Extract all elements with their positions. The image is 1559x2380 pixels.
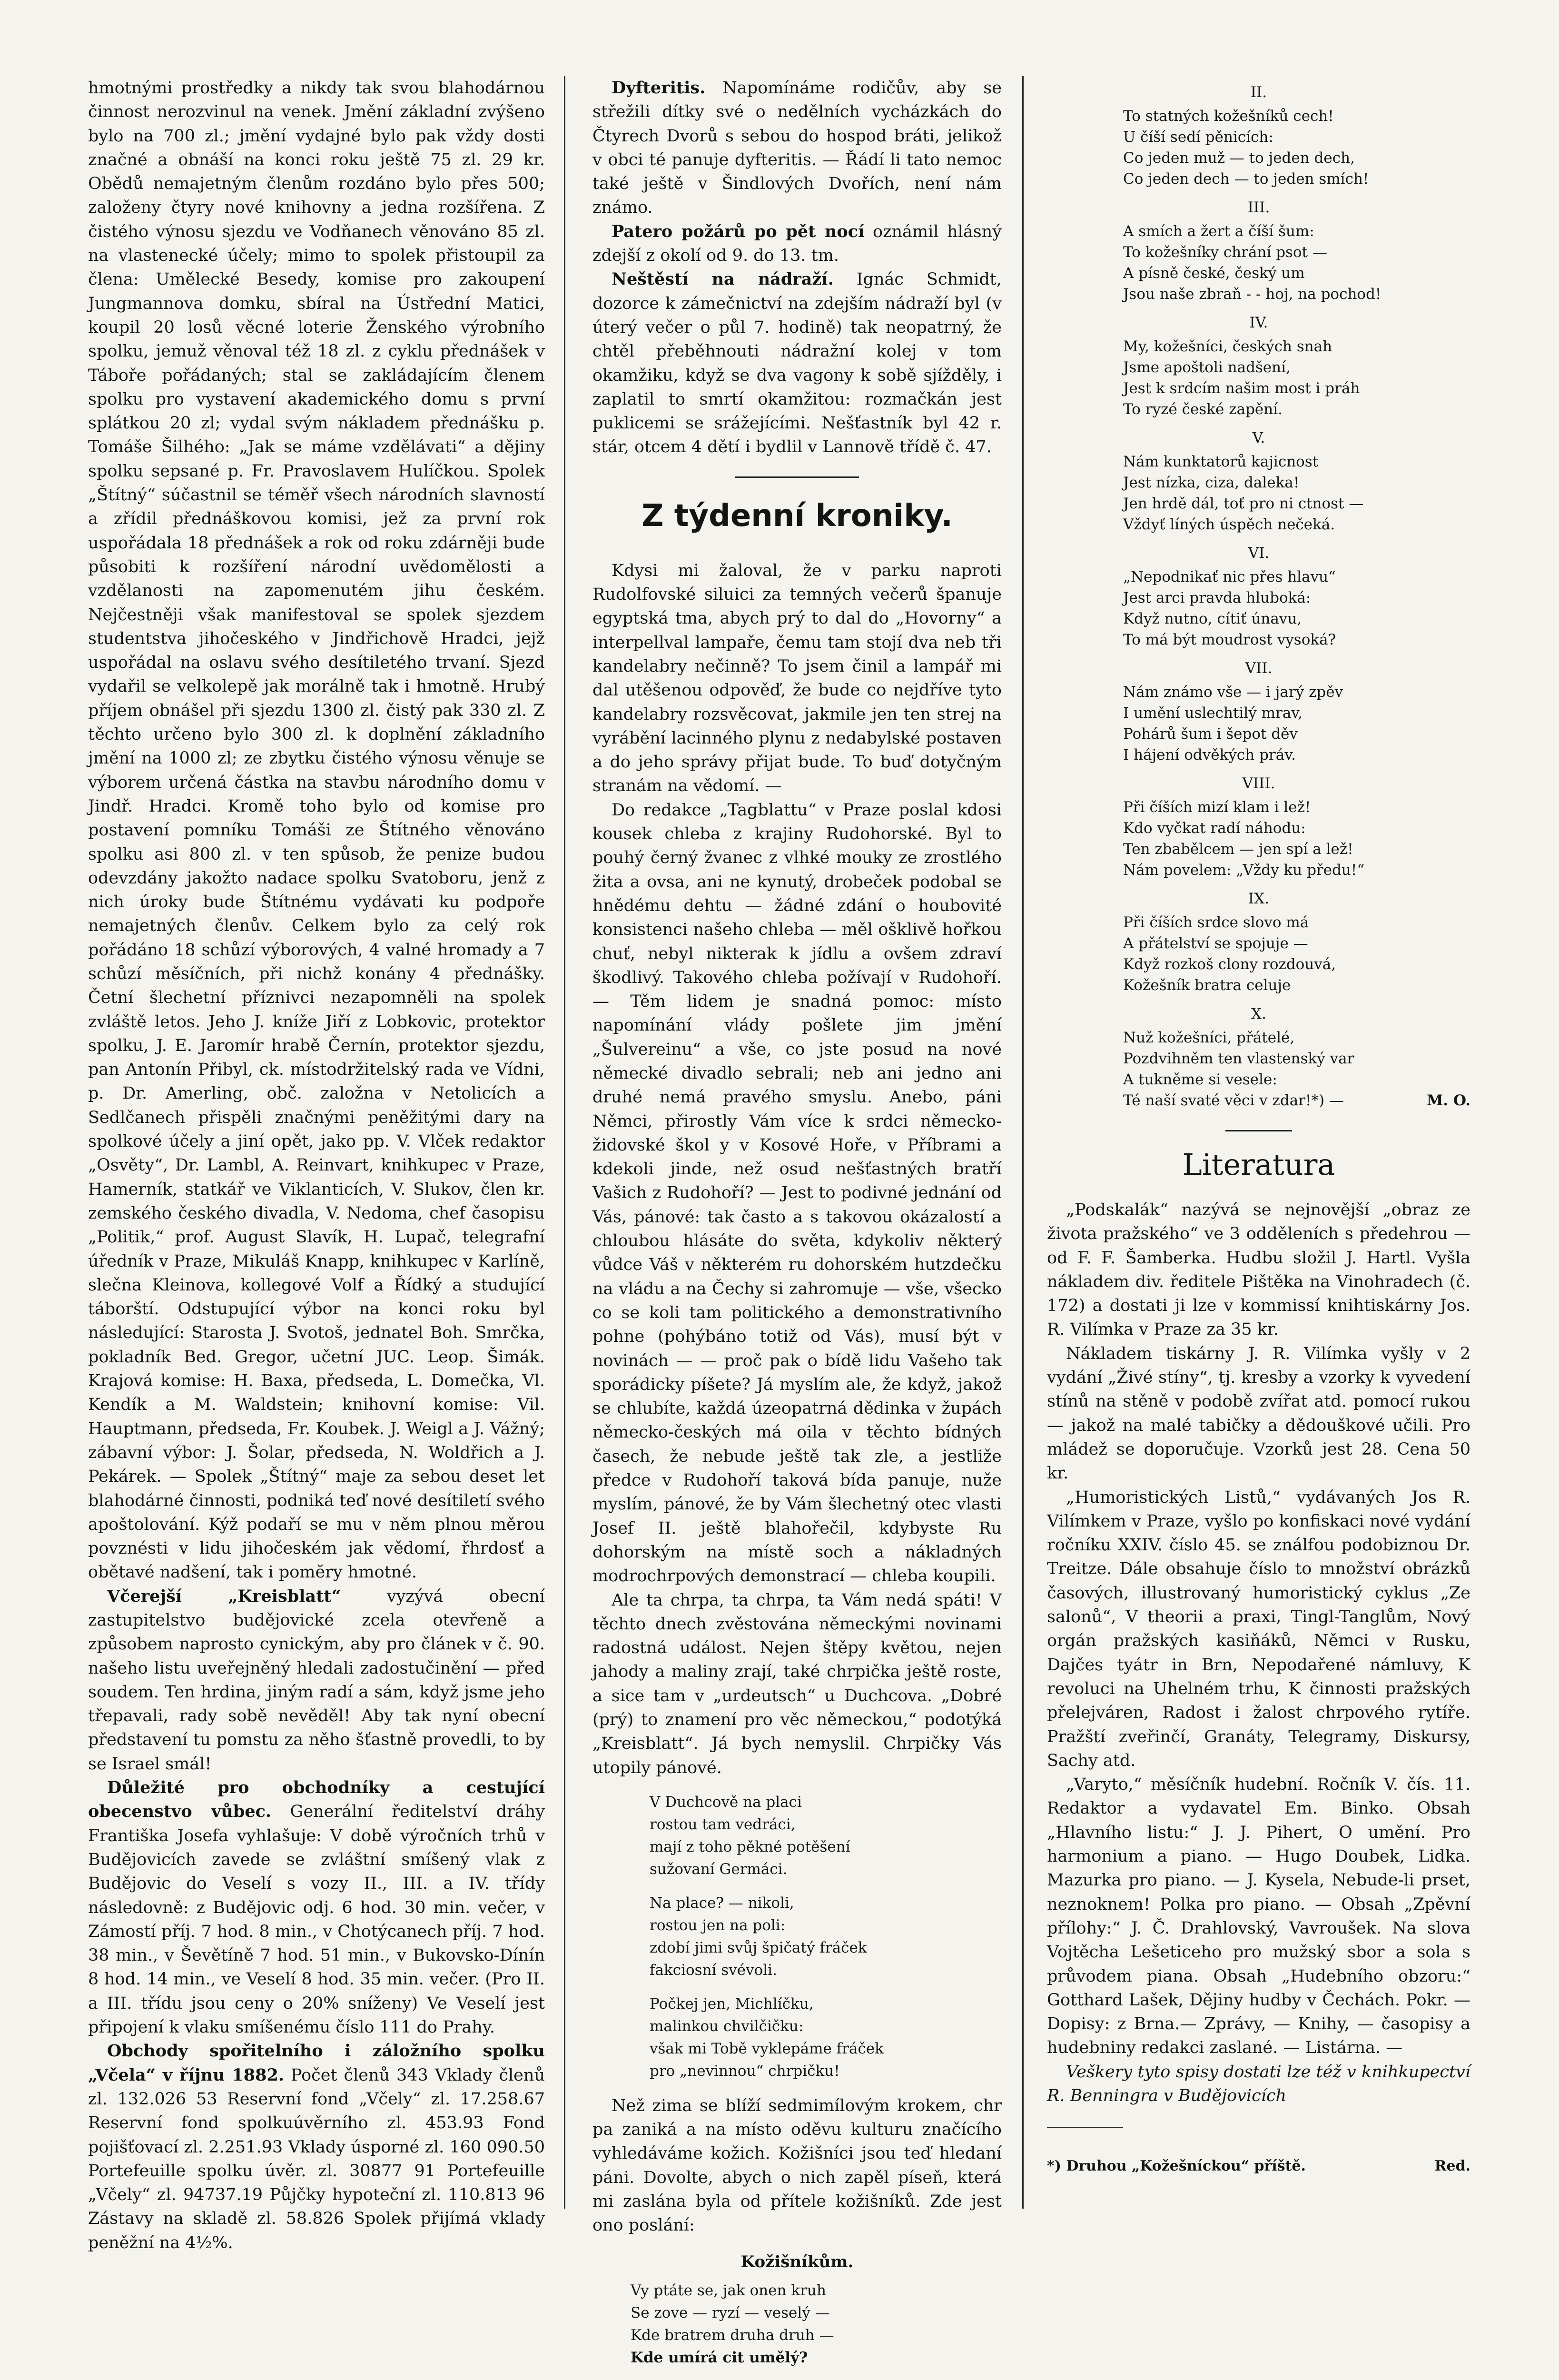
- stanza-number: IV.: [1249, 314, 1268, 331]
- dyfteritis-lead: Dyfteritis.: [612, 78, 706, 98]
- stanza: [1123, 682, 1470, 765]
- section-divider: [735, 476, 859, 478]
- fires-lead: Patero požárů po pět nocí: [612, 221, 865, 241]
- stanza: [1123, 1027, 1470, 1111]
- accident-text: Ignác Schmidt, dozorce k zámečnictví na zdejším nádraží byl (v úterý večer o půl 7. hodině) tak neopatrný, že chtěl přeběhnouti nádražní kolej v tom okamžiku, když se dva vagony k sobě sjížděly, i zaplatil to smrtí okamžitou: rozmačkán jest puklicemi se srážejícími. Nešťastník byl 42 r. stár, otcem 4 dětí i bydlil v Lannově třídě č. 47.: [592, 270, 1002, 457]
- stanza-line: Nám kunktatorů kajicnost: [1123, 453, 1319, 470]
- literatura-item: „Podskalák“ nazývá se nejnovější „obraz ze života pražského“ ve 3 odděleních s předehrou — od F. F. Šamberka. Hudbu složil J. Hartl. Vyšla nákladem div. ředitele Pištěka na Vinohradech (č. 172) a dostati ji lze v kommissí knihtiskárny Jos. R. Vilímka v Praze za 35 kr.: [1047, 1200, 1470, 1339]
- column-rule: [1022, 76, 1024, 2209]
- literatura-note: Veškery tyto spisy dostati lze též v knihkupectví R. Benningra v Budějovicích: [1047, 2062, 1470, 2105]
- poem-line: Kde bratrem druha druh —: [631, 2326, 834, 2344]
- literatura-item: Nákladem tiskárny J. R. Vilímka vyšly v 2 vydání „Živé stíny“, tj. kresby a vzorky k vyvedení stínů na stěně v podobě zvířat atd. pomocí rukou — jakož na malé tabičky a dědouškové učili. Pro mládež se doporučuje. Vzorků jest 28. Cena 50 kr.: [1047, 1344, 1470, 1483]
- stanza-line: Jest nízka, ciza, daleka!: [1123, 474, 1300, 491]
- section-divider: [1225, 1130, 1292, 1131]
- travel-lead: Důležité pro obchodníky a cestující obecenstvo vůbec.: [88, 1778, 545, 1822]
- stitny-report: hmotnými prostředky a nikdy tak svou blahodárnou činnost nerozvinul na venek. Jmění základní zvýšeno bylo na 700 zl.; jmění vydajné bylo pak vždy dosti značné a obnáší na konci roku ještě 75 zl. 29 kr. Obědů nemajetným členům rozdáno bylo přes 500; založeny čtyry nové knihovny a jedna rozšířena. Z čistého výnosu sjezdu ve Vodňanech věnováno 85 zl. na vlastenecké účely; mimo to spolek přistoupil za člena: Umělecké Besedy, komise pro zakoupení Jungmannova domku, sbíral na Ústřední Matici, koupil 20 losů věcné loterie Ženského výrobního spolku, jemuž věnoval též 18 zl. z cyklu přednášek v Táboře pořádaných; stal se zakládajícím členem spolku pro vystavení akademického domu s první splátkou 20 zl; vydal svým nákladem přednášku p. Tomáše Šilhého: „Jak se máme vzdělávati“ a dějiny spolku sepsané p. Fr. Pravoslavem Hulíčkou. Spolek „Štítný“ súčastnil se téměř všech národních slavností a zřídil přednáškovou komisi, jež za první rok uspořádala 18 přednášek a rok od roku zdárněji bude působiti k rozšíření národní uvědomělosti a vzdělanosti na zapomenutém jihu českém. Nejčestněji však manifestoval se spolek sjezdem studentstva jihočeského v Jindřichově Hradci, jejž uspořádal na oslavu svého desítiletého trvaní. Sjezd vydařil se velkolepě jak morálně tak i hmotně. Hrubý příjem obnášel při sjezdu 1300 zl. čistý pak 330 zl. Z těchto určeno bylo 300 zl. k doplnění základního jmění na 1000 zl; ze zbytku čistého výnosu věnuje se výborem určená částka na stavbu národního domu v Jindř. Hradci. Kromě toho bylo od komise pro postavení pomníku Tomáši ze Štítného věnováno spolku asi 800 zl. v ten spůsob, že penize budou odevzdány jakožto nadace spolku Svatoboru, jenž z nich úroky bude Štítnému vydávati ku podpoře nemajetných členův. Celkem bylo za celý rok pořádáno 18 schůzí výborových, 4 valné hromady a 7 schůzí měsíčních, při nichž konány 4 přednášky. Četní šlechetní příznivci nezapomněli na spolek zvláště letos. Jeho J. kníže Jiří z Lobkovic, protektor spolku, J. E. Jaromír hrabě Černín, protektor sjezdu, pan Antonín Přibyl, ck. místodržitelský rada ve Vídni, p. Dr. Amerling, obč. založna v Netolicích a Sedlčanech přispěli značnými peněžitými dary na spolkové účely a jiní opět, jako pp. V. Vlček redaktor „Osvěty“, Dr. Lambl, A. Reinvart, knihkupec v Praze, Hamerník, statkář ve Viklanticích, V. Slukov, člen kr. zemského českého divadla, V. Nedoma, chef časopisu „Politik,“ prof. August Slavík, H. Lupač, telegrafní úředník v Praze, Mikuláš Knapp, knihkupec v Karlíně, slečna Kleinova, kollegové Volf a Řídký a studující táborští. Odstupující výbor na konci roku byl následující: Starosta J. Svotoš, jednatel Boh. Smrčka, pokladník Bed. Gregor, učetní JUC. Leop. Šimák. Krajová komise: H. Baxa, předseda, L. Domečka, Vl. Kendík a M. Waldstein; knihovní komise: Vil. Hauptmann, předseda, Fr. Koubek. J. Weigl a J. Vážný; zábavní výbor: J. Šolar, předseda, N. Woldřich a J. Pekárek. — Spolek „Štítný“ maje za sebou deset let blahodárné činnosti, podniká teď nové desítiletí svého apoštolování. Kýž podaří se mu v něm plnou měrou povznésti v lidu jihočeském jak vědomí, řhrdosť a obětavé nadšení, tak i pomĕry hmotné.: [88, 79, 545, 1582]
- column-left: [88, 76, 545, 2255]
- stanza-line: Při číších mizí klam i lež!: [1123, 799, 1311, 816]
- poem-line: zdobí jimi svůj špičatý fráček: [650, 1939, 867, 1956]
- kreisblatt-item: [88, 1585, 545, 1776]
- stanza-number: IX.: [1248, 890, 1270, 907]
- chronicle-paragraph: Do redakce „Tagblattu“ v Praze poslal kdosi kousek chleba z krajiny Rudohorské. Byl to pouhý černý žvanec z vlhké mouky ze zrostlého žita a ovsa, ani ne kynutý, drobeček podobal se hnědému dehtu — žádné zdání o houbovité konsistenci našeho chleba — měl ošklivě hořkou chuť, nebyl nikterak k jídlu a ovšem zdraví škodlivý. Takového chleba požívají v Rudohoří. — Těm lidem je snadná pomoc: místo napomínání vlády pošlete jim jmění „Šulvereinu“ a vše, co jste posud na nové německé divadlo sebrali; neb ani jedno ani druhé nemá pravého smyslu. Anebo, páni Němci, přirostly Vám více k srdci německo-židovské škol y v Kosové Hoře, v Příbrami a kdekoli jinde, než osud nešťastných bratří Vašich z Rudohoří? — Jest to podivné jednání od Vás, pánové: tak často a s takovou okázalostí a chloubou hlásáte do světa, kdykoliv některý vůdce Váš v některém ru dohorském hutzdečku na vládu a na Čechy si zahromuje — vše, všecko co se koli tam politického a demonstrativního pohne (pohýbáno totiž od Vás), musí být v novinách — — proč pak o bídě lidu Vašeho tak sporádicky píšete? Já myslím ale, že když, jakož se chlubíte, každá úzeopatrná dědinka v župách německo-českých má oila v těchto bídných časech, že nebude ještě tak zle, a jestliže předce v Rudohoří taková bída panuje, nuže myslím, pánové, že by Vám šlechetný otec vlasti Josef II. ještě blahořečil, kdybyste Ru dohorským na místě soch a nákladných modrochrpových demonstrací — chleba koupili.: [592, 800, 1002, 1586]
- poem-line: Na place? — nikoli,: [650, 1894, 794, 1912]
- poem-line: však mi Tobě vyklepáme fráček: [650, 2040, 884, 2057]
- chronicle-paragraph: Kdysi mi žaloval, že v parku naproti Rudolfovské siluici za temných večerů španuje egyptská tma, abych prý to dal do „Hovorny“ a interpellval lampaře, čemu tam stojí dva neb tři kandelabry nečinně? To jsem činil a lampář mi dal utěšenou odpověď, že bude co nejdříve tyto kandelabry rozsvěcovat, jakmile jen ten strej na vyrábění lacinného plynu z nedabylské postaven a do jeho správy přijat bude. To buď dotyčným stranám na vědomí. —: [592, 561, 1002, 796]
- fires-item: [592, 220, 1002, 268]
- literatura-item: „Varyto,“ měsíčník hudební. Ročník V. čís. 11. Redaktor a vydavatel Em. Binko. Obsah „Hlavního listu:“ J. J. Pihert, O umění. Pro harmonium a piano. — Hugo Doubek, Lidka. Mazurka pro piano. — J. Kysela, Nebude-li prset, neznoknem! Polka pro piano. — Obsah „Zpěvní přílohy:“ J. Č. Drahlovský, Vavroušek. Na slova Vojtěcha Lešeticeho pro mužský sbor a sola s průvodem piana. Obsah „Hudebního obzoru:“ Gotthard Lašek, Dějiny hudby v Čechách. Pokr. — Dopisy: z Brna.— Zprávy, — Knihy, — časopisy a hudebniny redakci zaslané. — Listárna. —: [1047, 1775, 1470, 2058]
- stanza-line: Pozdvihněm ten vlastenský var: [1123, 1050, 1354, 1067]
- stanza: [1123, 797, 1470, 881]
- stanza-number: II.: [1250, 84, 1267, 101]
- stanza-line: My, kožešníci, českých snah: [1123, 338, 1332, 355]
- poem-line: Kde umírá cit umělý?: [631, 2349, 808, 2366]
- stanza-line: Jest arci pravda hluboká:: [1123, 589, 1311, 606]
- stanza-line: U číší sedí pěnicích:: [1123, 129, 1273, 146]
- stanza-line: A smích a žert a číší šum:: [1123, 223, 1314, 240]
- column-middle: [592, 76, 1002, 2380]
- dyfteritis-text: Napomínáme rodičův, aby se střežili dítky své o nedělních vycházkách do Čtyrech Dvorů s sebou do hospod bráti, jelikož v obci té panuje dyfteritis. — Řádí li tato nemoc také ještě v Šindlových Dvořích, není nám známo.: [592, 79, 1002, 218]
- column-rule: [564, 76, 565, 2209]
- accident-item: [592, 268, 1002, 459]
- stanza: [1123, 106, 1470, 189]
- stanza: [1123, 221, 1470, 305]
- kozisnikum-title: Kožišníkům.: [740, 2252, 854, 2271]
- chronicle-paragraph: Ale ta chrpa, ta chrpa, ta Vám nedá spáti! V těchto dnech zvěstována německými novinami radostná událost. Nejen štěpy květou, nejen jahody a maliny zrají, také chrpička ještě roste, a sice tam v „urdeutsch“ u Duchcova. „Dobré (prý) to znamení pro věc německou,“ podotýká „Kreisblatt“. Já bych nemyslil. Chrpičky Vás utopily pánové.: [592, 1590, 1002, 1777]
- footnote-rule: [1047, 2127, 1123, 2128]
- stanza-line: A tukněme si vesele:: [1123, 1071, 1277, 1088]
- footnote: [1047, 2156, 1470, 2176]
- stanza-line: I hájení odvěkých práv.: [1123, 746, 1296, 764]
- chrpa-poem: [650, 1791, 1002, 2082]
- stanza-line: Jen hrdě dál, toť pro ni ctnost —: [1123, 495, 1364, 512]
- dyfteritis-item: [592, 76, 1002, 220]
- poem-line: mají z toho pěkné potěšení: [650, 1838, 850, 1855]
- stanza-line: Vždyť líných úspěch nečeká.: [1123, 516, 1335, 533]
- stanza-line: A přátelství se spojuje —: [1123, 935, 1308, 952]
- travel-text: Generální ředitelství dráhy Františka Josefa vyhlašuje: V době výročních trhů v Budějovicích zavede se zvláštní smíšený vlak z Budějovic do Veselí s vozy II., III. a IV. třídy následovně: z Budějovic odj. 6 hod. 30 min. večer, v Zámostí příj. 7 hod. 8 min., v Chotýcanech příj. 7 hod. 38 min., v Ševětíně 7 hod. 51 min., v Bukovsko-Dínín 8 hod. 14 min., ve Veselí 8 hod. 35 min. večer. (Pro II. a III. třídu jsou ceny o 20% sníženy) Ve Veselí jest připojení k vlaku smíšenému číslo 111 do Prahy.: [88, 1802, 545, 2037]
- stanza-line: Jest k srdcím našim most i práh: [1123, 380, 1360, 397]
- poem-line: pro „nevinnou“ chrpičku!: [650, 2062, 840, 2080]
- poem-line: V Duchcově na placi: [650, 1793, 802, 1811]
- literatura-item: „Humoristických Listů,“ vydávaných Jos R. Vilímkem v Praze, vyšlo po konfiskaci nové vydání ročníku XXIV. číslo 45. se ználfou podobiznou Dr. Treitze. Dále obsahuje číslo to množství obrázků časových, illustrovaný humoristický cyklus „Ze salonů“, V theorii a praxi, Tingl-Tanglům, Nový orgán pražských kasiňáků, Němci v Rusku, Dajčes tyátr in Brn, Nepodařené námluvy, K revoluci na Uhelném trhu, K činnosti pražských přelejváren, Radost i žalost chrpového rytíře. Pražští zveřinčí, Granáty, Telegramy, Diskursy, Sachy atd.: [1047, 1488, 1470, 1770]
- stanza-number: X.: [1251, 1005, 1266, 1022]
- stanza-last-line: [1123, 1090, 1470, 1111]
- chronicle-heading: Z týdenní kroniky.: [641, 498, 953, 534]
- poem-line: sužovaní Germáci.: [650, 1860, 788, 1878]
- stanza-line: Co jeden muž — to jeden dech,: [1123, 149, 1355, 167]
- kreisblatt-text: vyzývá obecní zastupitelstvo budějovické zcela otevřeně a způsobem naprosto cynickým, aby pro článek v č. 90. našeho listu uveřejněný hledali zadostučinění — před soudem. Ten hrdina, jiným radí a sám, když jsme jeho třepavali, rady sobě nevěděl! Aby tak nyní obecní představení tu pomstu za něho šťastně provedli, to by se Israel smál!: [88, 1587, 545, 1774]
- bank-lead: Obchody spořitelního i záložního spolku „Včela“ v říjnu 1882.: [88, 2041, 545, 2085]
- stanza-line: Té naší svaté věci v zdar!*) —: [1123, 1092, 1344, 1109]
- bank-item: [88, 2039, 545, 2255]
- stanza-line: Když rozkoš clony rozdouvá,: [1123, 956, 1336, 973]
- stanza-line: Když nutno, cítiť únavu,: [1123, 610, 1302, 627]
- stanza-line: Nám známo vše — i jarý zpěv: [1123, 684, 1343, 701]
- stanza: [1123, 336, 1470, 420]
- poem-line: rostou jen na poli:: [650, 1916, 786, 1934]
- stanza-number: VII.: [1245, 660, 1273, 677]
- poem-line: malinkou chvilčičku:: [650, 2017, 804, 2035]
- stanza-line: To má být moudrost vysoká?: [1123, 631, 1336, 648]
- stanza: [1123, 451, 1470, 535]
- poem-line: Se zove — ryzí — veselý —: [631, 2304, 830, 2321]
- stanzas-container: [1047, 81, 1470, 1111]
- stanza-line: Pohárů šum i šepot děv: [1123, 725, 1298, 743]
- stanza-number: V.: [1252, 429, 1265, 446]
- bank-text: Počet členů 343 Vklady členů zl. 132.026 53 Reservní fond „Včely“ zl. 17.258.67 Reservní fond spolkuúvěrního zl. 453.93 Fond pojišťovací zl. 2.251.93 Vklady úsporné zl. 160 090.50 Portefeuille spolku úvěr. zl. 30877 91 Portefeuille „Včely“ zl. 94737.19 Půjčky hypoteční zl. 110.813 96 Zástavy na skladě zl. 58.826 Spolek přijímá vklady peněžní na 4½%.: [88, 2065, 545, 2252]
- travel-item: [88, 1776, 545, 2039]
- column-right: [1047, 76, 1470, 2176]
- stanza: [1123, 566, 1470, 650]
- stanza: [1123, 912, 1470, 996]
- stanza-line: „Nepodnikať nic přes hlavu“: [1123, 568, 1336, 585]
- stanza-line: Kdo vyčkat radí náhodu:: [1123, 820, 1306, 837]
- poem-line: rostou tam vedráci,: [650, 1815, 796, 1833]
- stanza-line: Nuž kožešníci, přátelé,: [1123, 1029, 1295, 1046]
- stanza-line: Jsou naše zbraň - - hoj, na pochod!: [1123, 286, 1381, 303]
- stanza-number: VIII.: [1242, 775, 1275, 792]
- footnote-text: *) Druhou „Kožešníckou“ příště.: [1047, 2158, 1306, 2175]
- poem-line: Vy ptáte se, jak onen kruh: [631, 2281, 826, 2299]
- kozisnikum-poem: [631, 2280, 1002, 2369]
- stanza-line: Co jeden dech — to jeden smích!: [1123, 170, 1369, 188]
- literatura-heading: Literatura: [1182, 1147, 1335, 1182]
- fires-text: oznámil hlásný zdejší z okolí od 9. do 13. tm.: [592, 222, 1002, 266]
- poem-line: Počkej jen, Michlíčku,: [650, 1995, 814, 2013]
- stanza-line: I umění uslechtilý mrav,: [1123, 704, 1303, 722]
- stanza-line: Nám povelem: „Vždy ku předu!“: [1123, 862, 1365, 879]
- accident-lead: Neštěstí na nádraží.: [612, 269, 834, 289]
- stanza-number: VI.: [1248, 545, 1270, 562]
- stanza-line: Ten zbabělcem — jen spí a lež!: [1123, 841, 1353, 858]
- stanza-line: To statných kožešníků cech!: [1123, 108, 1334, 125]
- stanza-line: To kožešníky chrání psot —: [1123, 244, 1327, 261]
- stanza-line: Kožešník bratra celuje: [1123, 977, 1291, 994]
- kreisblatt-lead: Včerejší „Kreisblatt“: [107, 1586, 341, 1606]
- stanza-number: III.: [1247, 199, 1270, 216]
- footnote-signature: Red.: [1434, 2158, 1470, 2175]
- stanza-line: Jsme apoštoli nadšení,: [1123, 359, 1291, 376]
- stanza-line: Při číších srdce slovo má: [1123, 914, 1309, 931]
- stanza-line: To ryzé české zapění.: [1123, 401, 1283, 418]
- poem-line: fakciosní svévoli.: [650, 1961, 777, 1979]
- poem-signature: M. O.: [1427, 1092, 1470, 1109]
- stanza-line: A písně české, český um: [1123, 265, 1305, 282]
- closing-paragraph: Než zima se blíží sedmimílovým krokem, chr pa zaniká a na místo oděvu kulturu značícího vyhledáváme kožich. Kožišníci jsou teď hledaní páni. Dovolte, abych o nich zapěl píseň, která mi zaslána byla od přítele kožišníků. Zde jest ono poslání:: [592, 2096, 1002, 2235]
